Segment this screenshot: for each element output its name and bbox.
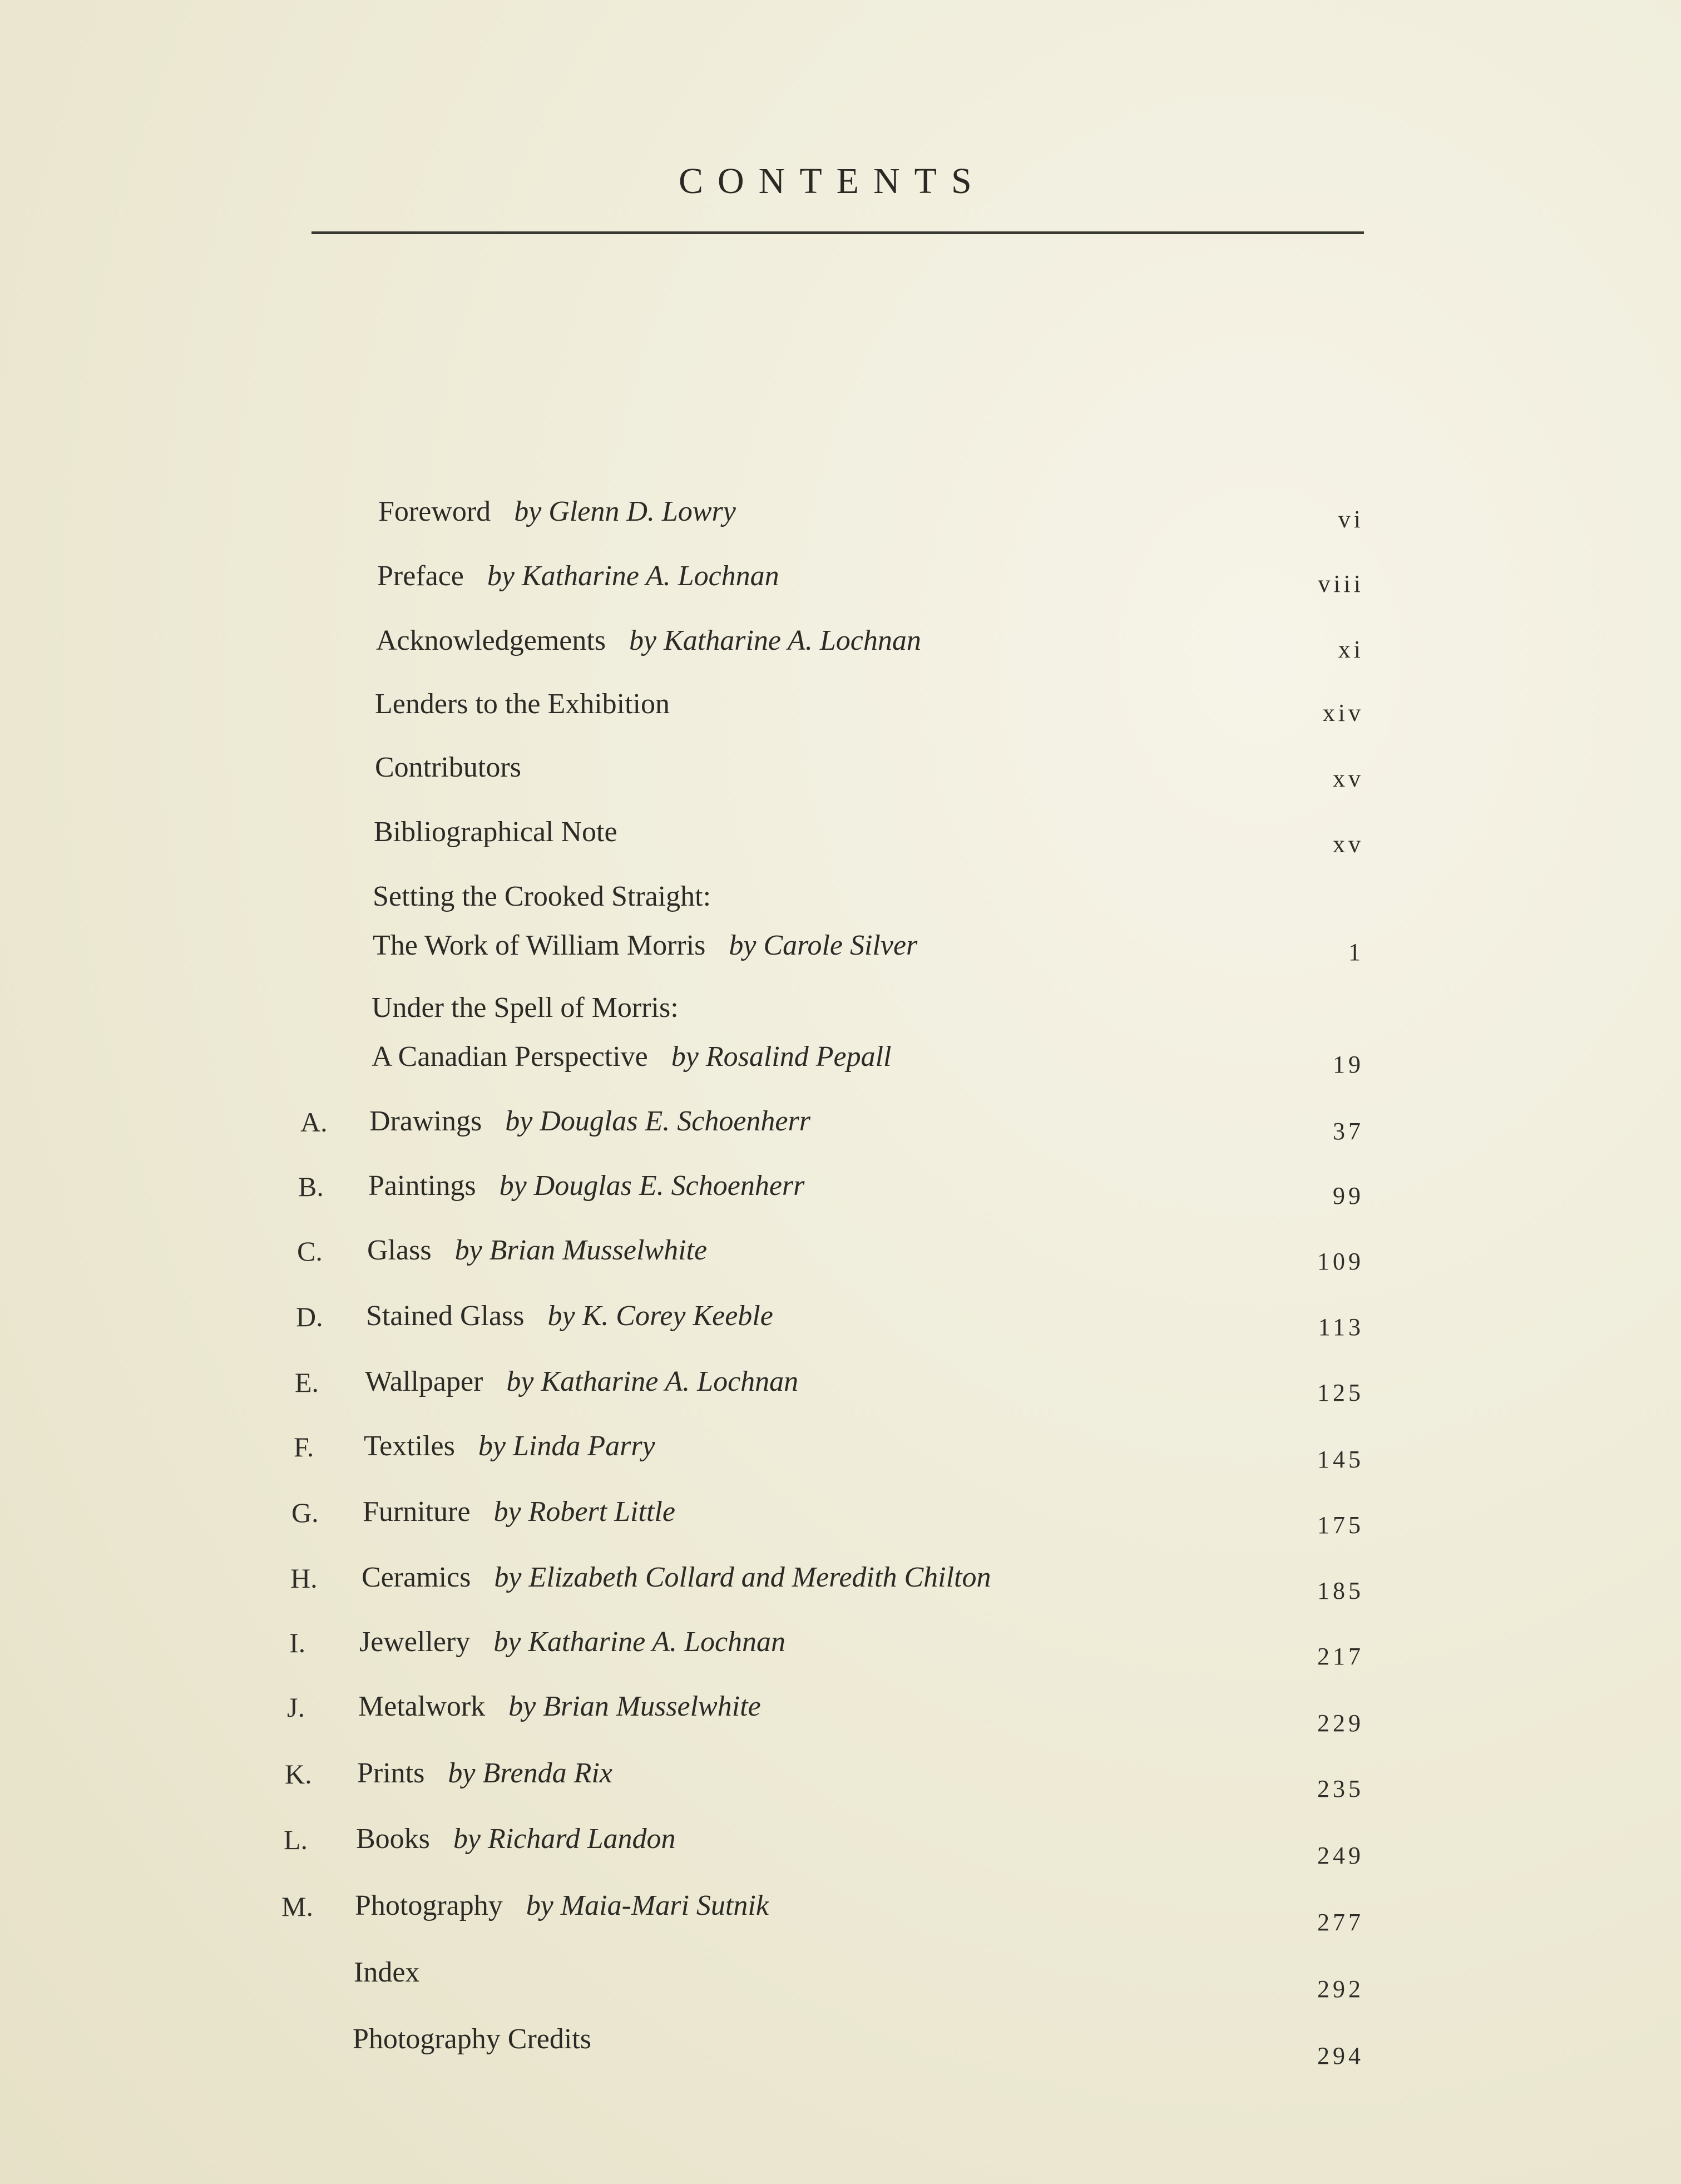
entry-title: Foreword [378,496,491,527]
toc-entry[interactable] [373,882,917,960]
entry-title: Paintings [368,1170,476,1202]
section-letter: E. [295,1367,319,1398]
entry-page-number: vi [1338,506,1364,533]
entry-title: Glass [367,1234,432,1266]
toc-entry[interactable] [378,497,736,526]
entry-title: Prints [357,1757,425,1789]
entry-author: by Katharine A. Lochnan [629,625,921,656]
entry-page-number: 235 [1317,1775,1364,1802]
section-letter: M. [281,1891,313,1922]
entry-page-number: xiv [1322,699,1364,727]
entry-title: Photography [355,1890,503,1921]
toc-entry[interactable] [375,753,521,782]
entry-author: by Brenda Rix [448,1757,612,1789]
section-letter: A. [300,1106,328,1138]
entry-author: by Douglas E. Schoenherr [499,1170,805,1202]
toc-entry[interactable] [355,1891,769,1920]
entry-page-number: 229 [1317,1709,1364,1737]
toc-entry[interactable] [364,1432,655,1461]
section-letter: D. [296,1301,323,1332]
entry-author: by Rosalind Pepall [671,1041,892,1073]
toc-entry[interactable] [359,1628,785,1657]
entry-page-number: xv [1333,831,1364,858]
page-title: CONTENTS [679,161,986,201]
entry-author: by Carole Silver [729,930,918,961]
section-letter: L. [284,1824,308,1855]
entry-title: Ceramics [362,1562,471,1593]
section-letter: F. [294,1431,314,1462]
entry-title: Metalwork [358,1691,486,1722]
entry-author: by Katharine A. Lochnan [487,560,779,592]
toc-entry[interactable] [354,1958,419,1987]
entry-page-number: 99 [1333,1182,1364,1209]
entry-title-continued: A Canadian Perspective [372,1041,648,1073]
entry-title: Acknowledgements [376,625,606,656]
entry-page-number: 145 [1317,1446,1364,1473]
entry-title-line-2 [373,931,917,960]
entry-page-number: 277 [1317,1909,1364,1936]
toc-entry[interactable] [369,1107,810,1136]
entry-title: Setting the Crooked Straight: [373,881,711,912]
entry-page-number: 19 [1333,1051,1364,1078]
entry-page-number: 37 [1333,1118,1364,1145]
toc-entry[interactable] [358,1692,761,1721]
toc-entry[interactable] [365,1367,798,1396]
entry-author: by Brian Musselwhite [454,1234,708,1266]
toc-entry[interactable] [375,690,670,719]
toc-entry[interactable] [362,1563,991,1592]
toc-entry[interactable] [367,1236,707,1265]
toc-entry[interactable] [377,562,779,591]
entry-author: by K. Corey Keeble [547,1300,773,1332]
entry-page-number: 113 [1318,1313,1364,1341]
entry-title: Furniture [363,1496,471,1528]
entry-title: Under the Spell of Morris: [372,992,679,1024]
section-letter: B. [298,1171,324,1202]
entry-author: by Robert Little [493,1496,675,1528]
entry-author: by Glenn D. Lowry [514,496,736,527]
entry-author: by Elizabeth Collard and Meredith Chilton [494,1562,991,1593]
entry-author: by Douglas E. Schoenherr [505,1105,810,1137]
entry-page-number: 294 [1317,2042,1364,2069]
toc-entry[interactable] [376,626,921,655]
section-letter: H. [290,1563,318,1594]
entry-page-number: xi [1338,636,1364,663]
toc-entry[interactable] [374,818,617,847]
entry-page-number: 292 [1317,1975,1364,2003]
section-letter: C. [297,1236,323,1267]
entry-page-number: viii [1318,570,1364,597]
entry-page-number: 175 [1317,1511,1364,1539]
toc-entry[interactable] [356,1825,676,1854]
toc-entry[interactable] [372,994,891,1071]
entry-page-number: 1 [1348,938,1364,966]
entry-page-number: 185 [1317,1577,1364,1604]
toc-entry[interactable] [368,1172,804,1200]
section-letter: G. [291,1497,319,1528]
entry-page-number: 109 [1317,1248,1364,1275]
section-letter: J. [287,1692,305,1723]
entry-title: Books [356,1823,430,1855]
section-letter: I. [289,1627,306,1658]
entry-title: Photography Credits [353,2023,591,2055]
section-letter: K. [285,1758,312,1790]
toc-entry[interactable] [353,2025,591,2054]
entry-title: Preface [377,560,464,592]
entry-author: by Katharine A. Lochnan [493,1626,786,1658]
entry-title-line-2 [372,1042,891,1071]
entry-page-number: 217 [1317,1643,1364,1670]
toc-entry[interactable] [357,1759,612,1788]
toc-entry[interactable] [366,1302,773,1331]
entry-title: Contributors [375,752,521,783]
entry-author: by Richard Landon [453,1823,676,1855]
entry-author: by Linda Parry [478,1430,655,1462]
entry-page-number: 249 [1317,1842,1364,1869]
entry-title: Jewellery [359,1626,471,1658]
toc-entry[interactable] [363,1498,675,1526]
entry-page-number: xv [1333,765,1364,792]
entry-author: by Maia-Mari Sutnik [526,1890,769,1921]
entry-title: Wallpaper [365,1366,483,1397]
entry-title: Stained Glass [366,1300,525,1332]
entry-author: by Brian Musselwhite [508,1691,761,1722]
entry-author: by Katharine A. Lochnan [506,1366,799,1397]
entry-title: Lenders to the Exhibition [375,688,670,720]
entry-title: Bibliographical Note [374,816,617,848]
entry-title: Textiles [364,1430,455,1462]
entry-page-number: 125 [1317,1379,1364,1406]
entry-title: Drawings [369,1105,482,1137]
entry-title-continued: The Work of William Morris [373,930,706,961]
entry-title: Index [354,1956,420,1988]
